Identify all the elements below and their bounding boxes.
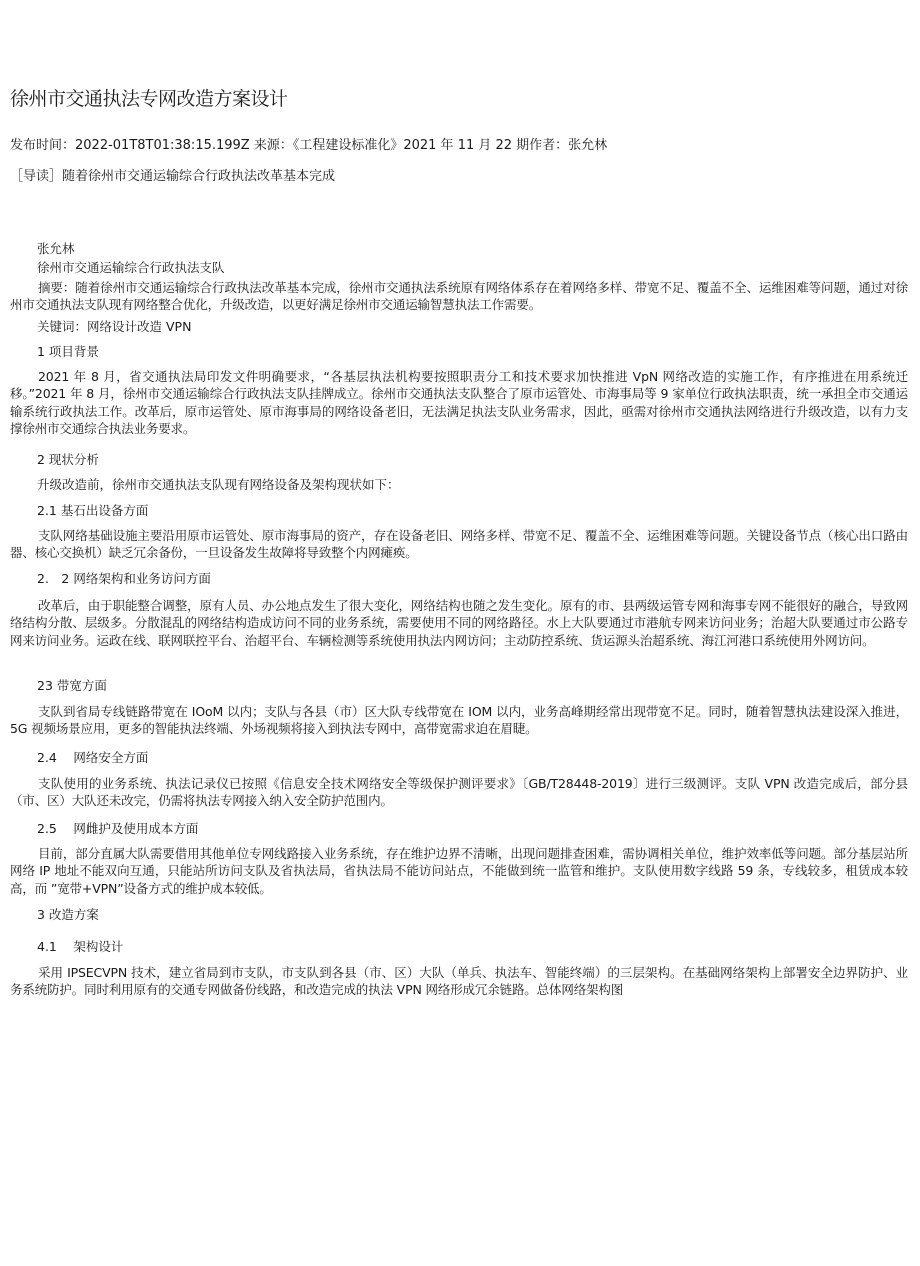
- keywords: 关键词：网络设计改造 VPN: [37, 319, 192, 334]
- subheading-architecture: 2. 2 网络架构和业务访问方面: [37, 571, 211, 586]
- author-name: 张允林: [37, 241, 75, 256]
- section-heading-plan: 3 改造方案: [37, 907, 99, 922]
- subheading-security: 2.4 网络安全方面: [37, 750, 149, 765]
- section-heading-background: 1 项目背景: [37, 344, 99, 359]
- paragraph-bandwidth: 支队到省局专线链路带宽在 IOoM 以内；支队与各县（市）区大队专线带宽在 IOM 以内，业务高峰期经常出现带宽不足。同时，随着智慧执法建设深入推进，5G 视频场景应用，更多的智能执法终端、外场视频将接入到执法专网中，高带宽需求迫在眉睫。: [10, 704, 908, 737]
- paragraph-infrastructure: 支队网络基础设施主要沿用原市运管处、原市海事局的资产，存在设备老旧、网络多样、带宽不足、覆盖不全、运维困难等问题。关键设备节点（核心出口路由器、核心交换机）缺乏冗余备份，一旦设备发生故障将导致整个内网瘫痪。: [10, 528, 908, 561]
- paragraph-maintenance: 目前，部分直属大队需要借用其他单位专网线路接入业务系统，存在维护边界不清晰，出现问题排查困难，需协调相关单位，维护效率低等问题。部分基层站所网络 IP 地址不能双向互通，只能站所访问支队及省执法局，省执法局不能访问站点，不能做到统一监管和维护。支队使用数字线路 59 条，专线较多，租赁成本较高，而 ”宽带+VPN”设备方式的维护成本较低。: [10, 846, 908, 896]
- article-meta: 发布时间：2022-01T8T01:38:15.199Z 来源：《工程建设标准化》2021 年 11 月 22 期作者：张允林: [10, 138, 608, 153]
- section-heading-status: 2 现状分析: [37, 452, 99, 467]
- subheading-maintenance: 2.5 网雌护及使用成本方面: [37, 821, 199, 836]
- section-paragraph-background: 2021 年 8 月，省交通执法局印发文件明确要求，“各基层执法机构要按照职责分工和技术要求加快推进 VpN 网络改造的实施工作，有序推进在用系统迁移。”2021 年 8 月，徐州市交通运输综合行政执法支队挂牌成立。徐州市交通执法支队整合了原市运管处、市海事局等 9 家单位行政执法职责，统一承担全市交通运输系统行政执法工作。改革后，原市运管处、原市海事局的网络设备老旧，无法满足执法支队业务需求，因此，亟需对徐州市交通执法网络进行升级改造，以有力支撑徐州市交通综合执法业务要求。: [10, 369, 908, 437]
- paragraph-architecture-design: 采用 IPSECVPN 技术，建立省局到市支队，市支队到各县（市、区）大队（单兵、执法车、智能终端）的三层架构。在基础网络架构上部署安全边界防护、业务系统防护。同时利用原有的交通专网做备份线路，和改造完成的执法 VPN 网络形成冗余链路。总体网络架构图: [10, 965, 908, 998]
- subheading-infrastructure: 2.1 基石出设备方面: [37, 503, 149, 518]
- paragraph-architecture: 改革后，由于职能整合调整，原有人员、办公地点发生了很大变化，网络结构也随之发生变化。原有的市、县两级运管专网和海事专网不能很好的融合，导致网络结构分散、层级多。分散混乱的网络结构造成访问不同的业务系统，需要使用不同的网络路径。水上大队要通过市港航专网来访问业务；治超大队要通过市公路专网来访问业务。运政在线、联网联控平台、治超平台、车辆检测等系统使用执法内网访问；主动防控系统、货运源头治超系统、海江河港口系统使用外网访问。: [10, 598, 908, 648]
- author-affiliation: 徐州市交通运输综合行政执法支队: [37, 260, 225, 275]
- status-intro: 升级改造前，徐州市交通执法支队现有网络设备及架构现状如下：: [37, 477, 400, 492]
- article-lead: ［导读］随着徐州市交通运输综合行政执法改革基本完成: [10, 169, 336, 184]
- subheading-bandwidth: 23 带宽方面: [37, 678, 107, 693]
- subheading-architecture-design: 4.1 架构设计: [37, 939, 124, 954]
- abstract-paragraph: 摘要：随着徐州市交通运输综合行政执法改革基本完成，徐州市交通执法系统原有网络体系存在着网络多样、带宽不足、覆盖不全、运维困难等问题，通过对徐州市交通执法支队现有网络整合优化，升级改造，以更好满足徐州市交通运输智慧执法工作需要。: [10, 280, 908, 313]
- article-title: 徐州市交通执法专网改造方案设计: [10, 88, 288, 110]
- paragraph-security: 支队使用的业务系统、执法记录仪已按照《信息安全技术网络安全等级保护测评要求》〔GB/T28448-2019〕进行三级测评。支队 VPN 改造完成后，部分县（市、区）大队还未改完，仍需将执法专网接入纳入安全防护范围内。: [10, 776, 908, 809]
